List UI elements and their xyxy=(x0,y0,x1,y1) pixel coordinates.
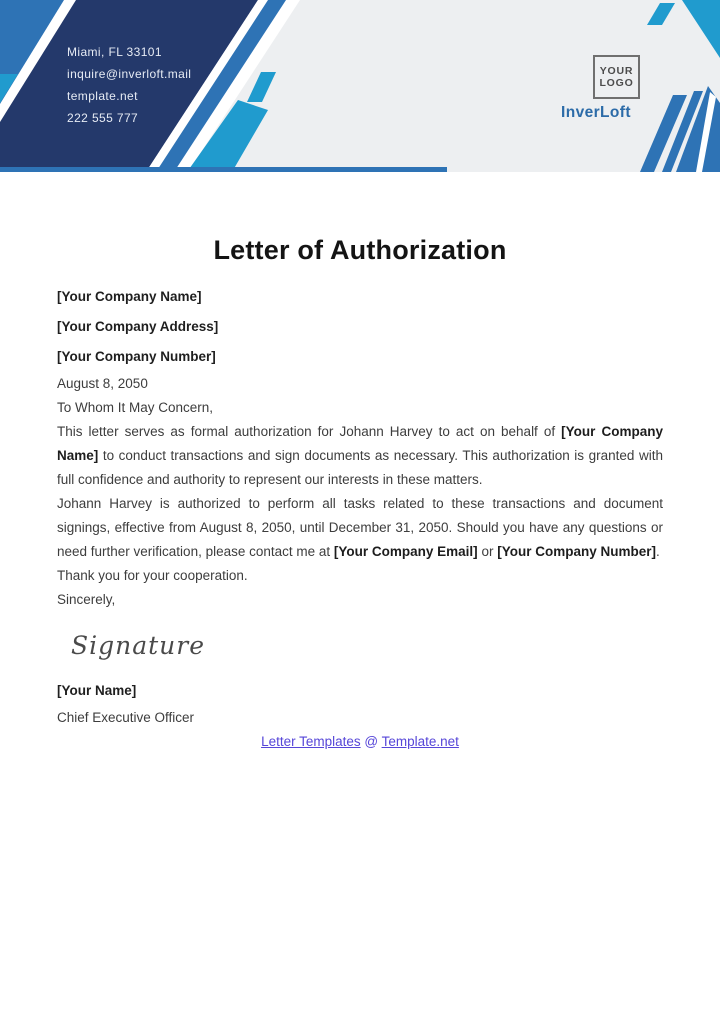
signer-title: Chief Executive Officer xyxy=(57,710,195,725)
at-symbol: @ xyxy=(364,734,379,749)
company-email-inline: [Your Company Email] xyxy=(333,544,478,559)
bottom-bar-shape xyxy=(0,167,447,172)
signer-name-placeholder: [Your Name] xyxy=(57,683,137,698)
brand-name: InverLoft xyxy=(561,104,631,121)
paragraph-1 xyxy=(57,420,663,492)
contact-address: Miami, FL 33101 xyxy=(67,45,162,59)
footer-attribution xyxy=(57,734,663,749)
salutation: To Whom It May Concern, xyxy=(57,400,214,415)
logo-text-line2: LOGO xyxy=(599,77,634,89)
contact-phone: 222 555 777 xyxy=(67,111,139,125)
company-name-placeholder: [Your Company Name] xyxy=(57,289,202,304)
company-number-placeholder: [Your Company Number] xyxy=(57,349,216,364)
company-address-placeholder: [Your Company Address] xyxy=(57,319,219,334)
contact-website: template.net xyxy=(67,89,138,103)
letterhead xyxy=(0,0,720,172)
paragraph-2-period: . xyxy=(655,544,660,559)
company-block xyxy=(57,282,663,372)
paragraph-2-or: or xyxy=(477,544,498,559)
page-title: Letter of Authorization xyxy=(213,235,507,265)
signature-script: Signature xyxy=(71,630,206,660)
logo-placeholder xyxy=(593,55,640,99)
letter-templates-link[interactable]: Letter Templates xyxy=(261,734,361,749)
paragraph-1-text-cont: to conduct transactions and sign documents as necessary. This authorization is granted with full confidence and authority to represent our interests in these matters. xyxy=(57,448,663,487)
template-net-link[interactable]: Template.net xyxy=(381,734,459,749)
closing-line: Sincerely, xyxy=(57,592,116,607)
thanks-line: Thank you for your cooperation. xyxy=(57,568,248,583)
paragraph-2-text: Johann Harvey is authorized to perform all tasks related to these transactions and document signings, effective from August 8, 2050, until December 31, 2050. Should you have any questions or need further verification, please contact me at xyxy=(57,496,663,559)
paragraph-2 xyxy=(57,492,663,564)
letter-body xyxy=(0,235,720,749)
contact-block xyxy=(67,41,191,129)
letter-date: August 8, 2050 xyxy=(57,376,148,391)
contact-email: inquire@inverloft.mail xyxy=(67,67,192,81)
logo-text-line1: YOUR xyxy=(599,65,634,77)
company-name-inline: [Your Company Name] xyxy=(57,424,663,463)
paragraph-1-text: This letter serves as formal authorization for Johann Harvey to act on behalf of xyxy=(57,424,562,439)
company-number-inline: [Your Company Number] xyxy=(497,544,656,559)
